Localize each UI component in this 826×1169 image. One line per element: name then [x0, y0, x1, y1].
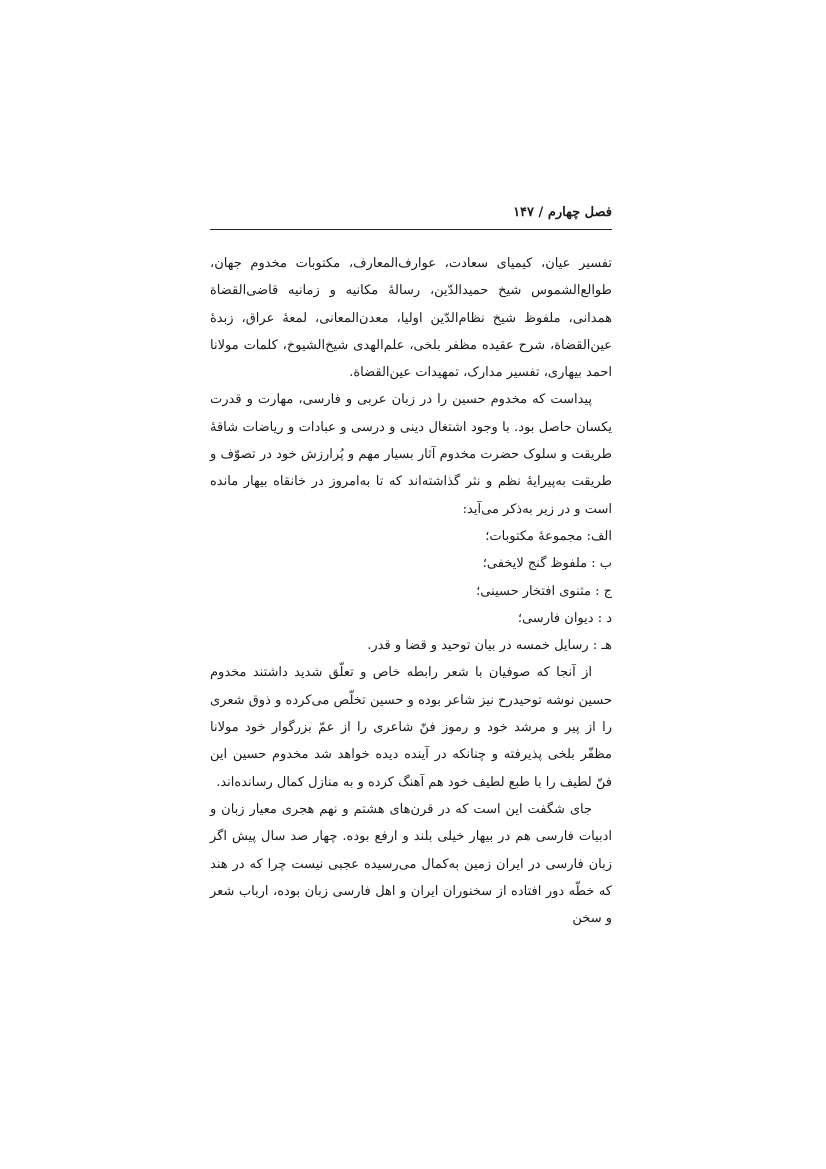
list-item-4: د : دیوان فارسی؛	[517, 610, 612, 626]
paragraph-1: تفسیر عیان، کیمیای سعادت، عوارف‌المعارف، مکتوبات مخدوم جهان، طوالع‌الشموس شیخ حمیدالدّین، رسالهٔ مکانیه و زمانیه قاضی‌القضاة همدانی، ملفوظ شیخ نظام‌الدّین اولیا، معدن‌المعانی، لمعهٔ عراق، زبدهٔ عین‌القضاة، شرح عقیده مظفر بلخی، علم‌الهدی شیخ‌الشیوخ، کلمات مولانا احمد بیهاری، تفسیر مدارک، تمهیدات عین‌القضاة.	[210, 256, 612, 381]
paragraph-2: پیداست که مخدوم حسین را در زبان عربی و فارسی، مهارت و قدرت یکسان حاصل بود. با وجود اشتغال دینی و درسی و عبادات و ریاضات شاقهٔ طریقت و سلوک حضرت مخدوم آثار بسیار مهم و پُرارزش خود در تصوّف و طریقت به‌پیرایهٔ نظم و نثر گذاشته‌اند که تا به‌امروز در خانقاه بیهار مانده است و در زیر به‌ذکر می‌آید:	[210, 392, 612, 517]
paragraph-3: از آنجا که صوفیان با شعر رابطه خاص و تعلّق شدید داشتند مخدوم حسین نوشه توحیدرح نیز شاعر بوده و حسین تخلّص می‌کرده و ذوق شعری را از پیر و مرشد خود و رموز فنّ شاعری را از عمّ بزرگوار خود مولانا مظفّر بلخی پذیرفته و چنانکه در آینده دیده خواهد شد مخدوم حسین این فنّ لطیف را با طبع لطیف خود هم آهنگ کرده و به منازل کمال رسانده‌اند.	[210, 665, 612, 790]
page-header	[210, 205, 612, 230]
body-text	[210, 250, 612, 932]
list-item-2: ب : ملفوظ گنج لایخفی؛	[482, 556, 612, 572]
list-item-3: ج : مثنوی افتخار حسینی؛	[476, 583, 612, 599]
running-head: فصل چهارم / ۱۴۷	[513, 205, 612, 220]
list-item-5: هـ : رسایل خمسه در بیان توحید و قضا و قدر.	[367, 638, 612, 654]
list-item-1: الف: مجموعهٔ مکتوبات؛	[485, 528, 612, 544]
works-list	[210, 523, 612, 659]
paragraph-4: جای شگفت این است که در قرن‌های هشتم و نهم هجری معیار زبان و ادبیات فارسی هم در بیهار خیلی بلند و ارفع بوده. چهار صد سال پیش اگر زبان فارسی در ایران زمین به‌کمال می‌رسیده عجبی نیست چرا که در هند که خطّه دور افتاده از سخنوران ایران و اهل فارسی زبان بوده، ارباب شعر و سخن	[210, 801, 612, 927]
